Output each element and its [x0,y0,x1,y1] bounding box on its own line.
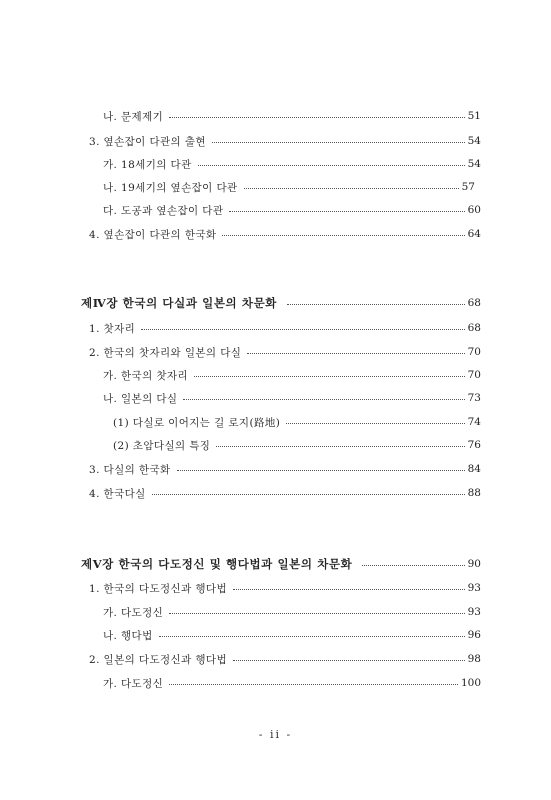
leader-dots [141,329,464,330]
toc-entry-page: 93 [467,606,481,618]
toc-entry-page: 76 [467,439,481,451]
toc-entry[interactable] [0,459,551,479]
toc-entry-label: 4. 한국다실 [89,487,146,500]
leader-dots [169,684,458,685]
chapter-heading[interactable] [0,293,551,313]
toc-entry-label: 1. 한국의 다도정신과 행다법 [89,582,228,595]
toc-entry[interactable] [0,154,551,174]
toc-entry[interactable] [0,673,551,693]
toc-entry-label: 나. 일본의 다실 [103,392,178,405]
leader-dots [287,304,465,305]
chapter-heading-page: 90 [467,558,481,570]
toc-entry[interactable] [0,131,551,151]
toc-entry-label: 1. 찻자리 [89,322,136,335]
toc-entry-label: 가. 다도정신 [103,677,164,690]
leader-dots [244,188,459,189]
toc-entry[interactable] [0,602,551,622]
toc-entry-page: 54 [467,135,481,147]
leader-dots [286,423,464,424]
toc-entry-page: 57 [461,181,475,193]
toc-entry-label: 다. 도공과 옆손잡이 다관 [103,204,224,217]
toc-entry-label: 3. 다실의 한국화 [89,463,171,476]
leader-dots [198,165,465,166]
toc-entry-page: 98 [467,653,481,665]
toc-entry-label: (2) 초암다실의 특징 [113,439,211,452]
leader-dots [233,660,465,661]
toc-entry[interactable] [0,106,551,126]
toc-entry-page: 96 [467,629,481,641]
chapter-heading-label: 제Ⅳ장 한국의 다실과 일본의 차문화 [81,296,277,310]
leader-dots [194,376,465,377]
toc-entry-page: 68 [467,322,481,334]
toc-entry-page: 54 [467,158,481,170]
toc-entry[interactable] [0,177,551,197]
leader-dots [169,613,464,614]
chapter-heading-page: 68 [467,297,481,309]
toc-entry-page: 84 [467,463,481,475]
toc-entry[interactable] [0,412,551,432]
toc-entry-label: 가. 다도정신 [103,606,164,619]
toc-entry-page: 51 [467,110,481,122]
toc-entry-page: 74 [467,416,481,428]
toc-entry-label: 나. 19세기의 옆손잡이 다관 [103,181,238,194]
toc-entry-page: 70 [467,346,481,358]
leader-dots [177,470,465,471]
toc-entry-label: 가. 한국의 찻자리 [103,369,189,382]
toc-entry-label: 3. 옆손잡이 다관의 출현 [89,135,206,148]
toc-entry[interactable] [0,318,551,338]
toc-entry[interactable] [0,435,551,455]
leader-dots [169,117,464,118]
leader-dots [362,565,464,566]
toc-entry-label: (1) 다실로 이어지는 길 로지(路地) [113,416,281,429]
chapter-heading[interactable] [0,554,551,574]
toc-entry[interactable] [0,365,551,385]
leader-dots [233,589,465,590]
toc-entry[interactable] [0,200,551,220]
toc-entry-page: 64 [467,228,481,240]
leader-dots [212,142,465,143]
toc-entry[interactable] [0,578,551,598]
toc-entry[interactable] [0,625,551,645]
toc-entry-page: 100 [460,677,481,689]
toc-entry-page: 73 [467,392,481,404]
leader-dots [216,446,464,447]
toc-entry[interactable] [0,342,551,362]
toc-entry-page: 93 [467,582,481,594]
toc-entry-label: 가. 18세기의 다관 [103,158,192,171]
toc-entry[interactable] [0,483,551,503]
toc-entry[interactable] [0,649,551,669]
toc-entry[interactable] [0,224,551,244]
leader-dots [159,636,465,637]
leader-dots [183,399,464,400]
chapter-heading-label: 제Ⅴ장 한국의 다도정신 및 행다법과 일본의 차문화 [81,557,353,571]
toc-entry-label: 2. 한국의 찻자리와 일본의 다실 [89,346,242,359]
toc-entry-label: 2. 일본의 다도정신과 행다법 [89,653,228,666]
toc-entry[interactable] [0,388,551,408]
page-number-footer: - ii - [258,728,293,741]
leader-dots [229,211,464,212]
leader-dots [222,235,464,236]
toc-entry-page: 60 [467,204,481,216]
leader-dots [152,494,465,495]
toc-entry-label: 나. 행다법 [103,629,153,642]
toc-entry-page: 88 [467,487,481,499]
leader-dots [247,353,464,354]
toc-entry-label: 나. 문제제기 [103,110,164,123]
toc-entry-label: 4. 옆손잡이 다관의 한국화 [89,228,217,241]
toc-entry-page: 70 [467,369,481,381]
